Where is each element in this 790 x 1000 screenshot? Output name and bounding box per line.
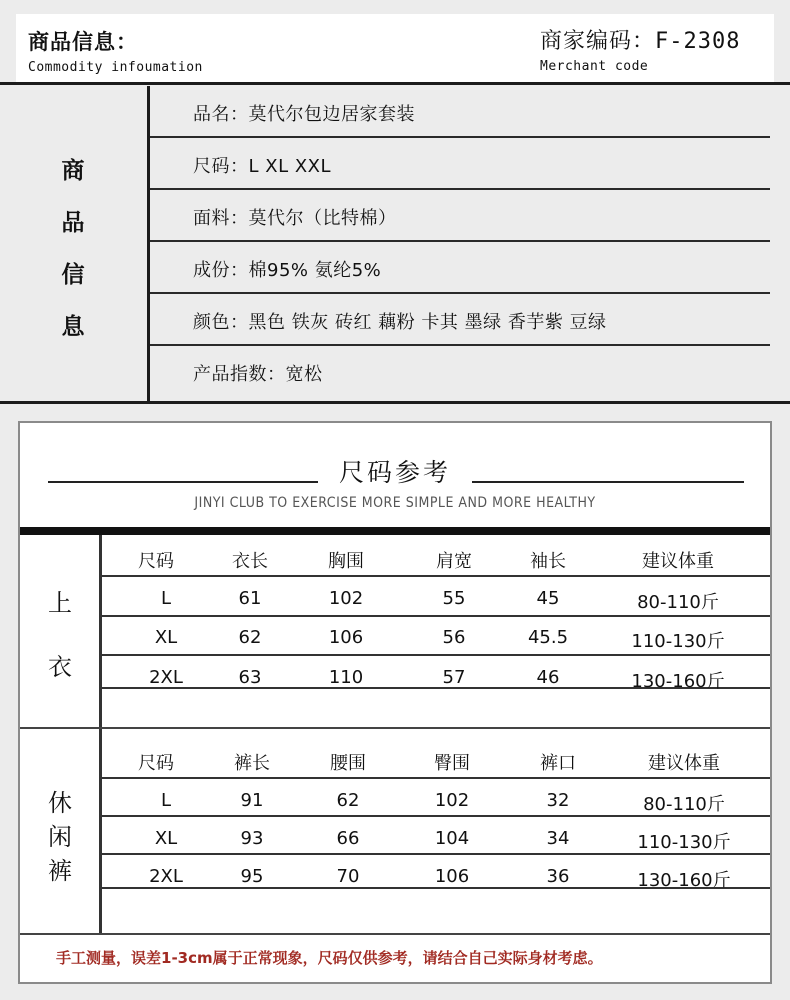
header-divider bbox=[0, 82, 790, 85]
measurement-note: 手工测量，误差1-3cm属于正常现象，尺码仅供参考，请结合自己实际身材考虑。 bbox=[56, 949, 603, 967]
side-char-2: 品 bbox=[61, 210, 85, 236]
top-table-cell: 2XL bbox=[149, 667, 183, 688]
top-header-cell: 肩宽 bbox=[436, 551, 472, 572]
bottom-table-cell: 110-130斤 bbox=[637, 832, 731, 853]
info-row-name bbox=[150, 86, 770, 138]
top-table-cell: 46 bbox=[536, 667, 560, 688]
bottom-table-cell: 80-110斤 bbox=[643, 794, 725, 815]
size-chart-title-text: 尺码参考 bbox=[333, 458, 457, 487]
merchant-code-heading bbox=[540, 24, 741, 55]
table-bottom-line bbox=[20, 933, 770, 935]
row-line bbox=[102, 777, 770, 779]
top-header-cell: 袖长 bbox=[530, 551, 566, 572]
info-bottom-rule bbox=[0, 401, 790, 404]
info-header bbox=[16, 14, 774, 82]
top-table-cell: 62 bbox=[238, 627, 262, 648]
top-table-cell: 102 bbox=[328, 588, 364, 609]
top-table-cell: 61 bbox=[238, 588, 262, 609]
info-row-text: 颜色：黑色 铁灰 砖红 藕粉 卡其 墨绿 香芋紫 豆绿 bbox=[193, 312, 607, 333]
product-info-card bbox=[0, 0, 790, 404]
bottom-table-cell: 32 bbox=[546, 790, 570, 811]
size-chart-slogan: JINYI CLUB TO EXERCISE MORE SIMPLE AND MORE HEALTHY bbox=[194, 495, 596, 511]
commodity-info-subtitle: Commodity infoumation bbox=[28, 60, 203, 75]
bottom-category-char-3: 裤 bbox=[48, 857, 72, 885]
top-header-cell: 尺码 bbox=[138, 551, 174, 572]
bottom-header-cell: 裤口 bbox=[540, 753, 576, 774]
bottom-table-cell: 93 bbox=[240, 828, 264, 849]
info-row-composition bbox=[150, 242, 770, 294]
info-row-text: 产品指数：宽松 bbox=[193, 364, 323, 385]
top-table-cell: 56 bbox=[442, 627, 466, 648]
size-chart-card bbox=[18, 421, 772, 984]
top-table-cell: 63 bbox=[238, 667, 262, 688]
info-row-fit bbox=[150, 346, 770, 402]
info-row-colors bbox=[150, 294, 770, 346]
info-header-right bbox=[540, 24, 741, 74]
info-header-left bbox=[28, 26, 203, 75]
bottom-table-cell: 62 bbox=[336, 790, 360, 811]
bottom-table-cell: 130-160斤 bbox=[637, 870, 731, 891]
commodity-info-title: 商品信息： bbox=[28, 30, 138, 54]
top-table-cell: XL bbox=[154, 627, 178, 648]
info-side-label bbox=[0, 86, 148, 402]
bottom-header-cell: 建议体重 bbox=[648, 753, 720, 774]
top-header-cell: 建议体重 bbox=[642, 551, 714, 572]
top-category-char-2: 衣 bbox=[48, 653, 72, 681]
top-table-cell: 45.5 bbox=[527, 627, 569, 648]
top-table-cell: 110 bbox=[328, 667, 364, 688]
info-row-text: 品名：莫代尔包边居家套装 bbox=[193, 104, 415, 125]
row-line bbox=[102, 575, 770, 577]
info-row-text: 成份：棉95% 氨纶5% bbox=[193, 260, 382, 281]
thick-divider bbox=[20, 527, 770, 535]
row-line bbox=[102, 654, 770, 656]
bottom-table-cell: 104 bbox=[434, 828, 470, 849]
top-table-cell: 55 bbox=[442, 588, 466, 609]
side-char-3: 信 bbox=[61, 262, 85, 288]
bottom-table-cell: 2XL bbox=[149, 866, 183, 887]
info-row-fabric bbox=[150, 190, 770, 242]
category-divider bbox=[99, 535, 102, 933]
top-table-cell: 110-130斤 bbox=[631, 631, 725, 652]
merchant-code-subtitle: Merchant code bbox=[540, 59, 649, 74]
size-chart-title bbox=[20, 453, 770, 489]
merchant-code-label: 商家编码： bbox=[540, 29, 656, 54]
info-row-text: 尺码：L XL XXL bbox=[193, 156, 332, 177]
row-line bbox=[102, 615, 770, 617]
bottom-header-cell: 臀围 bbox=[434, 753, 470, 774]
bottom-table-cell: 36 bbox=[546, 866, 570, 887]
bottom-category-char-1: 休 bbox=[48, 789, 72, 817]
info-row-sizes bbox=[150, 138, 770, 190]
bottom-header-cell: 尺码 bbox=[138, 753, 174, 774]
bottom-category-char-2: 闲 bbox=[48, 823, 72, 851]
merchant-code-value: F-2308 bbox=[655, 29, 741, 54]
bottom-table-cell: 66 bbox=[336, 828, 360, 849]
bottom-table-cell: 102 bbox=[434, 790, 470, 811]
bottom-table-cell: 95 bbox=[240, 866, 264, 887]
bottom-header-cell: 腰围 bbox=[330, 753, 366, 774]
info-row-text: 面料：莫代尔（比特棉） bbox=[193, 208, 397, 229]
bottom-table-cell: L bbox=[160, 790, 172, 811]
bottom-table-cell: XL bbox=[154, 828, 178, 849]
section-divider bbox=[20, 727, 770, 729]
bottom-header-cell: 裤长 bbox=[234, 753, 270, 774]
bottom-table-cell: 34 bbox=[546, 828, 570, 849]
side-char-4: 息 bbox=[61, 314, 85, 340]
bottom-table-cell: 91 bbox=[240, 790, 264, 811]
top-table-cell: 45 bbox=[536, 588, 560, 609]
top-table-cell: 57 bbox=[442, 667, 466, 688]
top-table-cell: L bbox=[160, 588, 172, 609]
top-header-cell: 衣长 bbox=[232, 551, 268, 572]
bottom-table-cell: 70 bbox=[336, 866, 360, 887]
top-category-char-1: 上 bbox=[48, 589, 72, 617]
side-char-1: 商 bbox=[61, 158, 85, 184]
top-table-cell: 130-160斤 bbox=[631, 671, 725, 692]
top-table-cell: 106 bbox=[328, 627, 364, 648]
top-header-cell: 胸围 bbox=[328, 551, 364, 572]
info-rows bbox=[150, 86, 770, 402]
top-table-cell: 80-110斤 bbox=[637, 592, 719, 613]
bottom-table-cell: 106 bbox=[434, 866, 470, 887]
